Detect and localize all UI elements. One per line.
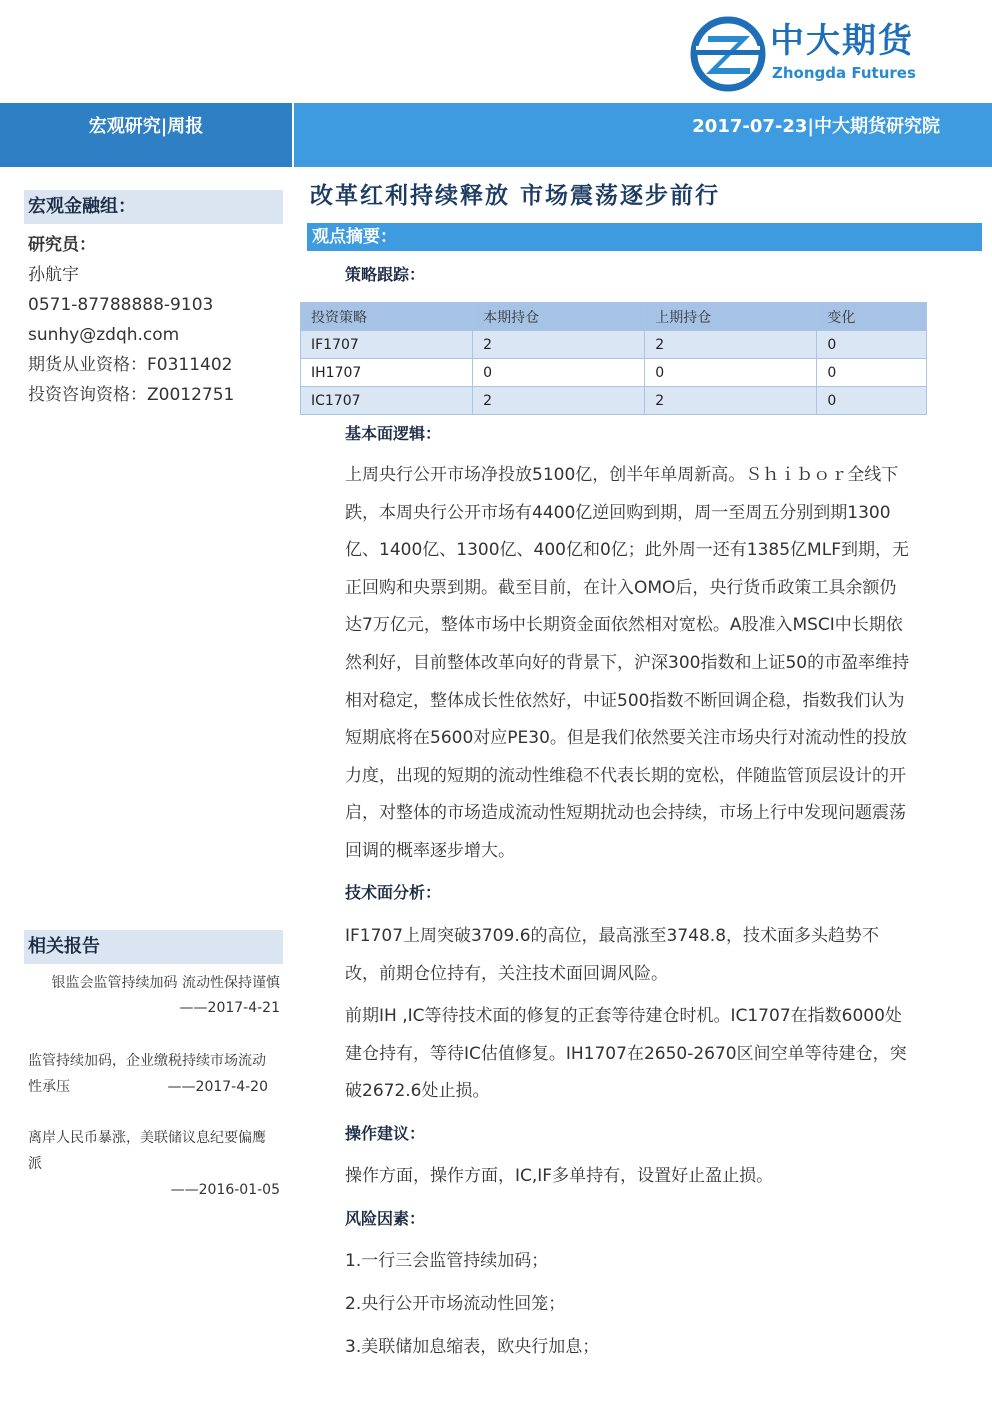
license-advisory: 投资咨询资格：Z0012751 — [28, 385, 235, 405]
table-header: 本期持仓 — [473, 303, 645, 331]
strategy-label: 策略跟踪： — [345, 265, 426, 284]
table-header: 投资策略 — [301, 303, 473, 331]
table-header: 上期持仓 — [645, 303, 817, 331]
table-cell: IH1707 — [301, 359, 473, 387]
related-report-2[interactable]: 监管持续加码，企业缴税持续市场流动 — [28, 1053, 266, 1069]
researcher-email[interactable]: sunhy@zdqh.com — [28, 325, 180, 345]
risk-item-3: 3.美联储加息缩表，欧央行加息； — [345, 1337, 600, 1357]
risk-item-2: 2.央行公开市场流动性回笼； — [345, 1294, 566, 1314]
license-futures: 期货从业资格：F0311402 — [28, 355, 233, 375]
fundamental-text: 上周央行公开市场净投放5100亿，创半年单周新高。Ｓｈｉｂｏｒ全线下跌，本周央行公开市场有4400亿逆回购到期，周一至周五分别到期1300亿、1400亿、1300亿、400亿和0亿；此外周一还有1385亿MLF到期，无正回购和央票到期。截至目前，在计入OMO后，央行货币政策工具余额仍达7万亿元，整体市场中长期资金面依然相对宽松。A股准入MSCI中长期依然利好，目前整体改革向好的背景下，沪深300指数和上证50的市盈率维持相对稳定，整体成长性依然好，中证500指数不断回调企稳，指数我们认为短期底将在5600对应PE30。但是我们依然要关注市场央行对流动性的投放力度，出现的短期的流动性维稳不代表长期的宽松，伴随监管顶层设计的开启，对整体的市场造成流动性短期扰动也会持续，市场上行中发现问题震荡回调的概率逐步增大。 — [345, 465, 910, 861]
related-report-3-date: ——2016-01-05 — [170, 1182, 280, 1198]
summary-label: 观点摘要： — [312, 227, 397, 247]
logo-name-en: Zhongda Futures — [772, 64, 916, 82]
table-cell: 2 — [473, 331, 645, 359]
technical-text-2: 前期IH ,IC等待技术面的修复的正套等待建仓时机。IC1707在指数6000处建仓持有，等待IC估值修复。IH1707在2650-2670区间空单等待建仓，突破2672.6处止损。 — [345, 1006, 907, 1102]
report-date-publisher: 2017-07-23|中大期货研究院 — [692, 116, 940, 137]
related-report-3[interactable]: 离岸人民币暴涨，美联储议息纪要偏鹰 — [28, 1130, 266, 1146]
technical-label: 技术面分析： — [345, 883, 442, 902]
risk-label: 风险因素： — [345, 1209, 426, 1228]
table-row — [301, 331, 927, 359]
technical-text-1: IF1707上周突破3709.6的高位，最高涨至3748.8，技术面多头趋势不改，前期仓位持有，关注技术面回调风险。 — [345, 926, 880, 984]
table-cell: 2 — [645, 387, 817, 415]
report-category: 宏观研究|周报 — [88, 116, 204, 137]
researcher-phone: 0571-87788888-9103 — [28, 295, 214, 315]
table-cell: IF1707 — [301, 331, 473, 359]
related-report-2-date: ——2017-4-20 — [167, 1079, 268, 1095]
related-report-1-date: ——2017-4-21 — [179, 1000, 280, 1016]
table-cell: 0 — [645, 359, 817, 387]
fundamental-label: 基本面逻辑： — [345, 424, 442, 443]
table-cell: 0 — [817, 359, 927, 387]
researcher-label: 研究员： — [28, 235, 96, 255]
report-title: 改革红利持续释放 市场震荡逐步前行 — [310, 182, 721, 209]
strategy-table — [300, 302, 927, 415]
table-row — [301, 387, 927, 415]
group-title: 宏观金融组： — [24, 190, 283, 224]
table-cell: 0 — [817, 387, 927, 415]
table-cell: 0 — [473, 359, 645, 387]
table-cell: 2 — [645, 331, 817, 359]
related-report-2-cont[interactable]: 性承压 — [28, 1079, 70, 1095]
related-report-1[interactable]: 银监会监管持续加码 流动性保持谨慎 — [51, 975, 280, 991]
table-cell: 0 — [817, 331, 927, 359]
related-report-3-cont[interactable]: 派 — [28, 1156, 42, 1172]
table-row — [301, 359, 927, 387]
operation-label: 操作建议： — [345, 1124, 426, 1143]
logo-name-cn: 中大期货 — [770, 21, 914, 61]
related-reports-title: 相关报告 — [24, 930, 283, 964]
risk-item-1: 1.一行三会监管持续加码； — [345, 1251, 549, 1271]
summary-bar — [307, 223, 982, 251]
table-cell: IC1707 — [301, 387, 473, 415]
table-header: 变化 — [817, 303, 927, 331]
researcher-name: 孙航宇 — [28, 265, 79, 285]
table-header-row — [301, 303, 927, 331]
table-cell: 2 — [473, 387, 645, 415]
operation-text: 操作方面，操作方面，IC,IF多单持有，设置好止盈止损。 — [345, 1166, 774, 1186]
